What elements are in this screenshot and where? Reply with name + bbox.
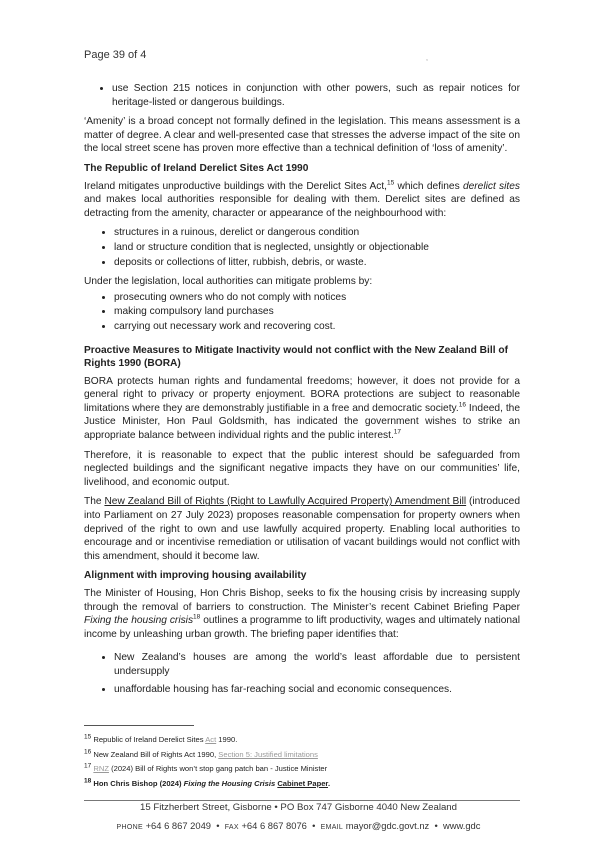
scan-mark: ,	[426, 55, 428, 62]
phone-number[interactable]: +64 6 867 2049	[145, 820, 211, 831]
list-item: • carrying out necessary work and recovering cost.	[114, 320, 520, 334]
bora-heading: Proactive Measures to Mitigate Inactivity would not conflict with the New Zealand Bill of Rights 1990 (BORA)	[84, 344, 508, 370]
footnote-link[interactable]: Act	[205, 735, 217, 744]
ireland-paragraph: Ireland mitigates unproductive buildings with the Derelict Sites Act,$^{15}$ which defines derelict sites and makes local authorities responsible for dealing with them. Derelict sites are defined as detracting from the amenity, character or appearance of the neighbourhood with:	[84, 179, 520, 219]
ireland-heading: The Republic of Ireland Derelict Sites Act 1990	[84, 162, 309, 174]
footnote-link[interactable]: Section 5: Justified limitations	[218, 749, 318, 759]
email-link[interactable]: mayor@gdc.govt.nz	[345, 820, 430, 831]
list-item: • deposits or collections of litter, rubbish, debris, or waste.	[114, 256, 520, 270]
footnote-18: $^{18}$ Hon Chris Bishop (2024) Fixing the Housing Crisis Cabinet Paper.	[84, 776, 331, 788]
housing-findings-list	[84, 651, 520, 696]
footnote-ref[interactable]: 17	[393, 428, 402, 436]
list-item: • unaffordable housing has far-reaching social and economic consequences.	[114, 683, 520, 697]
list-item: • use Section 215 notices in conjunction with other powers, such as repair notices for heritage-listed or dangerous buildings.	[112, 82, 520, 109]
housing-paragraph: The Minister of Housing, Hon Chris Bishop, seeks to fix the housing crisis by increasing supply through the removal of barriers to construction. The Minister’s recent Cabinet Briefing Paper Fixing the housing crisis$^{18}$ outlines a programme to lift productivity, wages and ultimately national income by unleashing urban growth. The briefing paper identifies that:	[84, 588, 520, 640]
footer-rule	[84, 800, 520, 801]
list-item: • structures in a ruinous, derelict or dangerous condition	[114, 226, 520, 240]
bora-paragraph-3: The New Zealand Bill of Rights (Right to Lawfully Acquired Property) Amendment Bill (introduced into Parliament on 27 July 2023) proposes reasonable compensation for property owners when deprived of the right to own and use lawfully acquired property. Enabling local authorities to encourage and or incentivise remediation or utilisation of vacant buildings would not conflict with this amendment, should it become law.	[84, 496, 520, 562]
mitigation-list	[84, 291, 520, 334]
footnote-link[interactable]: RNZ	[93, 764, 109, 773]
housing-heading: Alignment with improving housing availability	[84, 570, 307, 582]
footer-address: 15 Fitzherbert Street, Gisborne • PO Box 747 Gisborne 4040 New Zealand	[140, 802, 457, 813]
footnote-15: $^{15}$ Republic of Ireland Derelict Sites Act 1990.	[84, 733, 238, 744]
mitigate-intro: Under the legislation, local authorities can mitigate problems by:	[84, 276, 373, 288]
footnote-16: $^{16}$ New Zealand Bill of Rights Act 1990, Section 5: Justified limitations	[84, 747, 318, 759]
list-item: • land or structure condition that is neglected, unsightly or objectionable	[114, 241, 520, 255]
footnote-ref[interactable]: 18	[193, 613, 201, 621]
fax-number: +64 6 867 8076	[241, 820, 307, 831]
list-item: • New Zealand’s houses are among the world’s least affordable due to persistent undersupply	[114, 651, 520, 678]
list-item: • making compulsory land purchases	[114, 305, 520, 319]
amendment-bill-link[interactable]: New Zealand Bill of Rights (Right to Lawfully Acquired Property) Amendment Bill	[104, 496, 467, 508]
page-number: Page 39 of 4	[84, 49, 147, 61]
footnote-ref[interactable]: 15	[387, 179, 395, 187]
footnote-separator	[84, 725, 194, 726]
intro-bullet-list	[84, 82, 520, 109]
footnote-17: $^{17}$ RNZ (2024) Bill of Rights won’t stop gang patch ban - Justice Minister	[84, 762, 328, 773]
bora-paragraph-1: BORA protects human rights and fundamental freedoms; however, it does not provide for a general right to privacy or property enjoyment. BORA protections are subject to reasonable limitations where they are demonstrably justifiable in a free and democratic society.$^{16}$ Indeed, the Justice Minister, Hon Paul Goldsmith, has indicated the government wishes to strike an appropriate balance between individual rights and the public interest.$^{17}$	[84, 375, 520, 442]
footnote-ref[interactable]: 16	[458, 401, 466, 409]
derelict-criteria-list	[84, 226, 520, 269]
amenity-paragraph: ‘Amenity’ is a broad concept not formally defined in the legislation. This means assessment is a matter of degree. A clear and well-presented case that stresses the adverse impact of the site on the local street scene has proven more effective than a technical definition of ‘loss of amenity’.	[84, 116, 520, 155]
footnote-link[interactable]: Cabinet Paper	[277, 778, 328, 788]
footnotes	[84, 733, 520, 791]
main-content	[84, 82, 520, 702]
bora-paragraph-2: Therefore, it is reasonable to expect that the public interest should be safeguarded from neglected buildings and the significant negative impacts they have on our communities’ life, livelihood, and economic output.	[84, 449, 520, 488]
footer-contact: PHONE +64 6 867 2049 • FAX +64 6 867 8076 • EMAIL mayor@gdc.govt.nz • www.gdc	[116, 820, 481, 831]
list-item: • prosecuting owners who do not comply with notices	[114, 291, 520, 305]
website-link[interactable]: www.gdc	[442, 820, 481, 831]
